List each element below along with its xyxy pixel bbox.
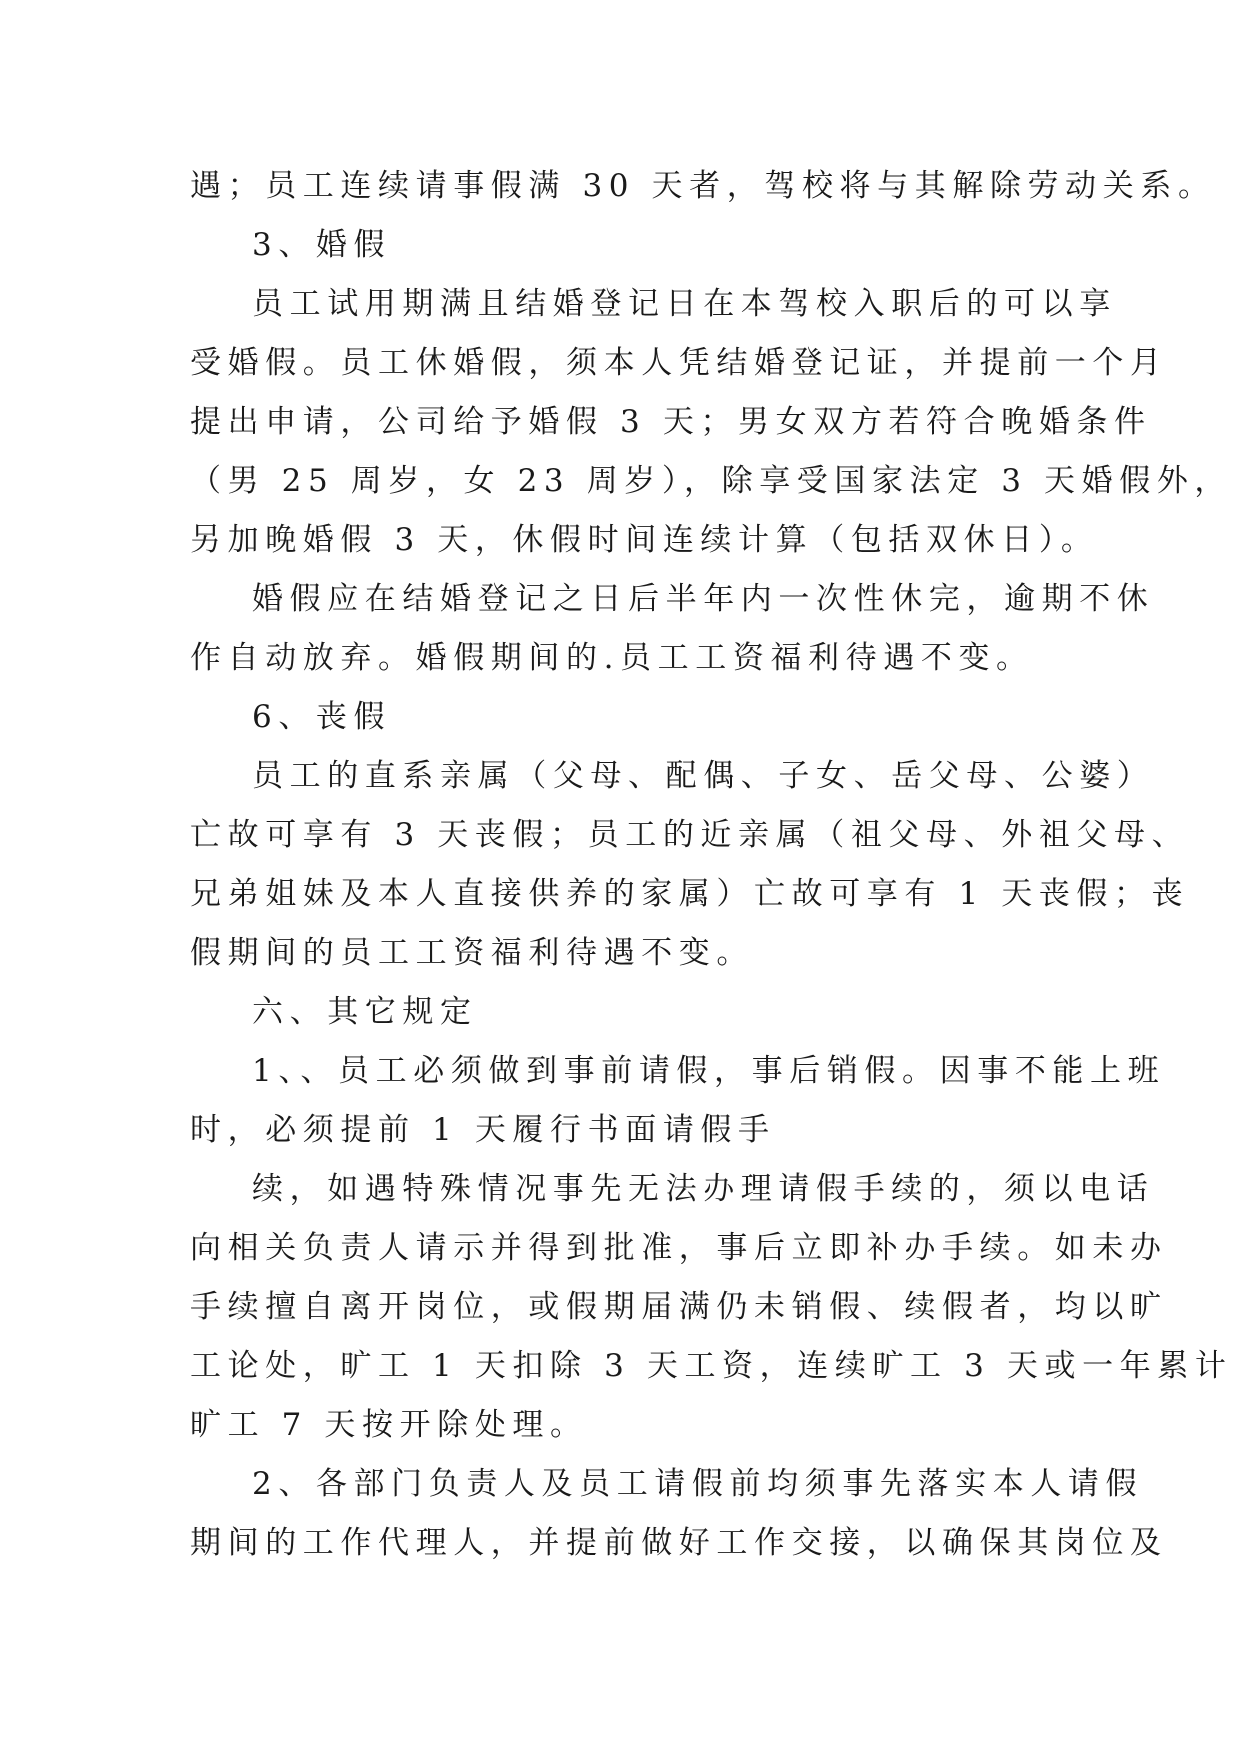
section-heading-marriage-leave: 3、婚假 (252, 227, 392, 263)
text-line: 员工试用期满且结婚登记日在本驾校入职后的可以享 (252, 286, 1117, 322)
text-line: 手续擅自离开岗位，或假期届满仍未销假、续假者，均以旷 (190, 1289, 1168, 1325)
section-heading-other-rules: 六、其它规定 (252, 994, 478, 1030)
text-line: 时，必须提前 1 天履行书面请假手 (190, 1112, 776, 1148)
text-line: （男 25 周岁，女 23 周岁），除享受国家法定 3 天婚假外， (190, 463, 1233, 499)
text-line: 员工的直系亲属（父母、配偶、子女、岳父母、公婆） (252, 758, 1155, 794)
text-line: 向相关负责人请示并得到批准，事后立即补办手续。如未办 (190, 1230, 1168, 1266)
text-line: 兄弟姐妹及本人直接供养的家属）亡故可享有 1 天丧假；丧 (190, 876, 1190, 912)
text-line: 另加晚婚假 3 天，休假时间连续计算（包括双休日）。 (190, 522, 1099, 558)
text-line: 受婚假。员工休婚假，须本人凭结婚登记证，并提前一个月 (190, 345, 1168, 381)
text-line: 婚假应在结婚登记之日后半年内一次性休完，逾期不休 (252, 581, 1155, 617)
text-line: 1、、员工必须做到事前请假，事后销假。因事不能上班 (252, 1053, 1166, 1089)
text-line: 提出申请，公司给予婚假 3 天；男女双方若符合晚婚条件 (190, 404, 1152, 440)
text-line: 遇；员工连续请事假满 30 天者，驾校将与其解除劳动关系。 (190, 168, 1216, 204)
text-line: 旷工 7 天按开除处理。 (190, 1407, 588, 1443)
text-line: 2、各部门负责人及员工请假前均须事先落实本人请假 (252, 1466, 1144, 1502)
text-line: 期间的工作代理人，并提前做好工作交接，以确保其岗位及 (190, 1525, 1168, 1561)
text-line: 亡故可享有 3 天丧假；员工的近亲属（祖父母、外祖父母、 (190, 817, 1190, 853)
text-line: 假期间的员工工资福利待遇不变。 (190, 935, 754, 971)
text-line: 续，如遇特殊情况事先无法办理请假手续的，须以电话 (252, 1171, 1155, 1207)
text-line: 作自动放弃。婚假期间的.员工工资福利待遇不变。 (190, 640, 1034, 676)
text-line: 工论处，旷工 1 天扣除 3 天工资，连续旷工 3 天或一年累计 (190, 1348, 1233, 1384)
section-heading-funeral-leave: 6、丧假 (252, 699, 392, 735)
